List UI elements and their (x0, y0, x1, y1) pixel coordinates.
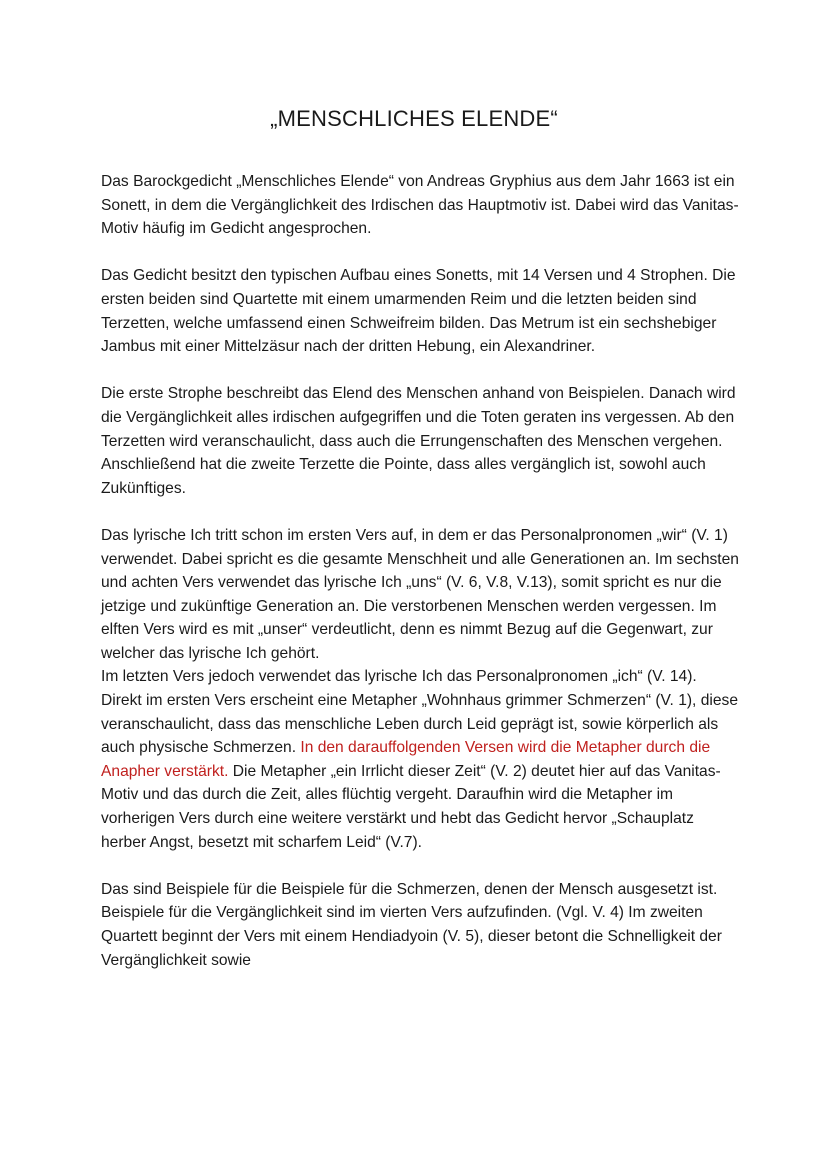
body-text (101, 170, 741, 972)
paragraph-content: Die erste Strophe beschreibt das Elend des Menschen anhand von Beispielen. Danach wird die Vergänglichkeit alles irdischen aufgegriffen und die Toten geraten ins vergessen. Ab den Terzetten wird veranschaulicht, dass auch die Errungenschaften des Menschen vergehen. Anschließend hat die zweite Terzette die Pointe, dass alles vergänglich ist, sowohl auch Zukünftiges. (101, 385, 736, 497)
paragraph-examples: Das sind Beispiele für die Beispiele für die Schmerzen, denen der Mensch ausgesetzt ist. Beispiele für die Vergänglichkeit sind im vierten Vers aufzufinden. (Vgl. V. 4) Im zweiten Quartett beginnt der Vers mit einem Hendiadyoin (V. 5), dieser betont die Schnelligkeit der Vergänglichkeit sowie (101, 880, 722, 969)
paragraph-structure: Das Gedicht besitzt den typischen Aufbau eines Sonetts, mit 14 Versen und 4 Strophen. Die ersten beiden sind Quartette mit einem umarmenden Reim und die letzten beiden sind Terzetten, welche umfassend einen Schweifreim bilden. Das Metrum ist ein sechshebiger Jambus mit einer Mittelzäsur nach der dritten Hebung, ein Alexandriner. (101, 267, 736, 356)
paragraph-intro: Das Barockgedicht „Menschliches Elende“ von Andreas Gryphius aus dem Jahr 1663 ist ein Sonett, in dem die Vergänglichkeit des Irdischen das Hauptmotiv ist. Dabei wird das Vanitas-Motiv häufig im Gedicht angesprochen. (101, 173, 739, 238)
paragraph-lyric-self: Das lyrische Ich tritt schon im ersten Vers auf, in dem er das Personalpronomen „wir“ (V. 1) verwendet. Dabei spricht es die gesamte Menschheit und alle Generationen an. Im sechsten und achten Vers verwendet das lyrische Ich „uns“ (V. 6, V.8, V.13), somit spricht es nur die jetzige und zukünftige Generation an. Die verstorbenen Menschen werden vergessen. Im elften Vers wird es mit „unser“ verdeutlicht, denn es nimmt Bezug auf die Gegenwart, zur welcher das lyrische Ich gehört. (101, 526, 739, 662)
paragraph-metaphors (101, 665, 741, 854)
page-title: „MENSCHLICHES ELENDE“ (270, 106, 558, 131)
highlighted-sentence: In den darauffolgenden Versen wird die Metapher durch die Anapher verstärkt. (101, 739, 711, 780)
metaphor-text-after: Die Metapher „ein Irrlicht dieser Zeit“ (V. 2) deutet hier auf das Vanitas-Motiv und das durch die Zeit, alles flüchtig vergeht. Daraufhin wird die Metapher im vorherigen Vers durch eine weitere verstärkt und hebt das Gedicht hervor „Schauplatz herber Angst, besetzt mit scharfem Leid“ (V.7). (101, 762, 721, 851)
metaphor-text-before: Im letzten Vers jedoch verwendet das lyrische Ich das Personalpronomen „ich“ (V. 14). Direkt im ersten Vers erscheint eine Metapher „Wohnhaus grimmer Schmerzen“ (V. 1), diese veranschaulicht, dass das menschliche Leben durch Leid geprägt ist, sowie körperlich als auch physische Schmerzen. (101, 668, 739, 757)
